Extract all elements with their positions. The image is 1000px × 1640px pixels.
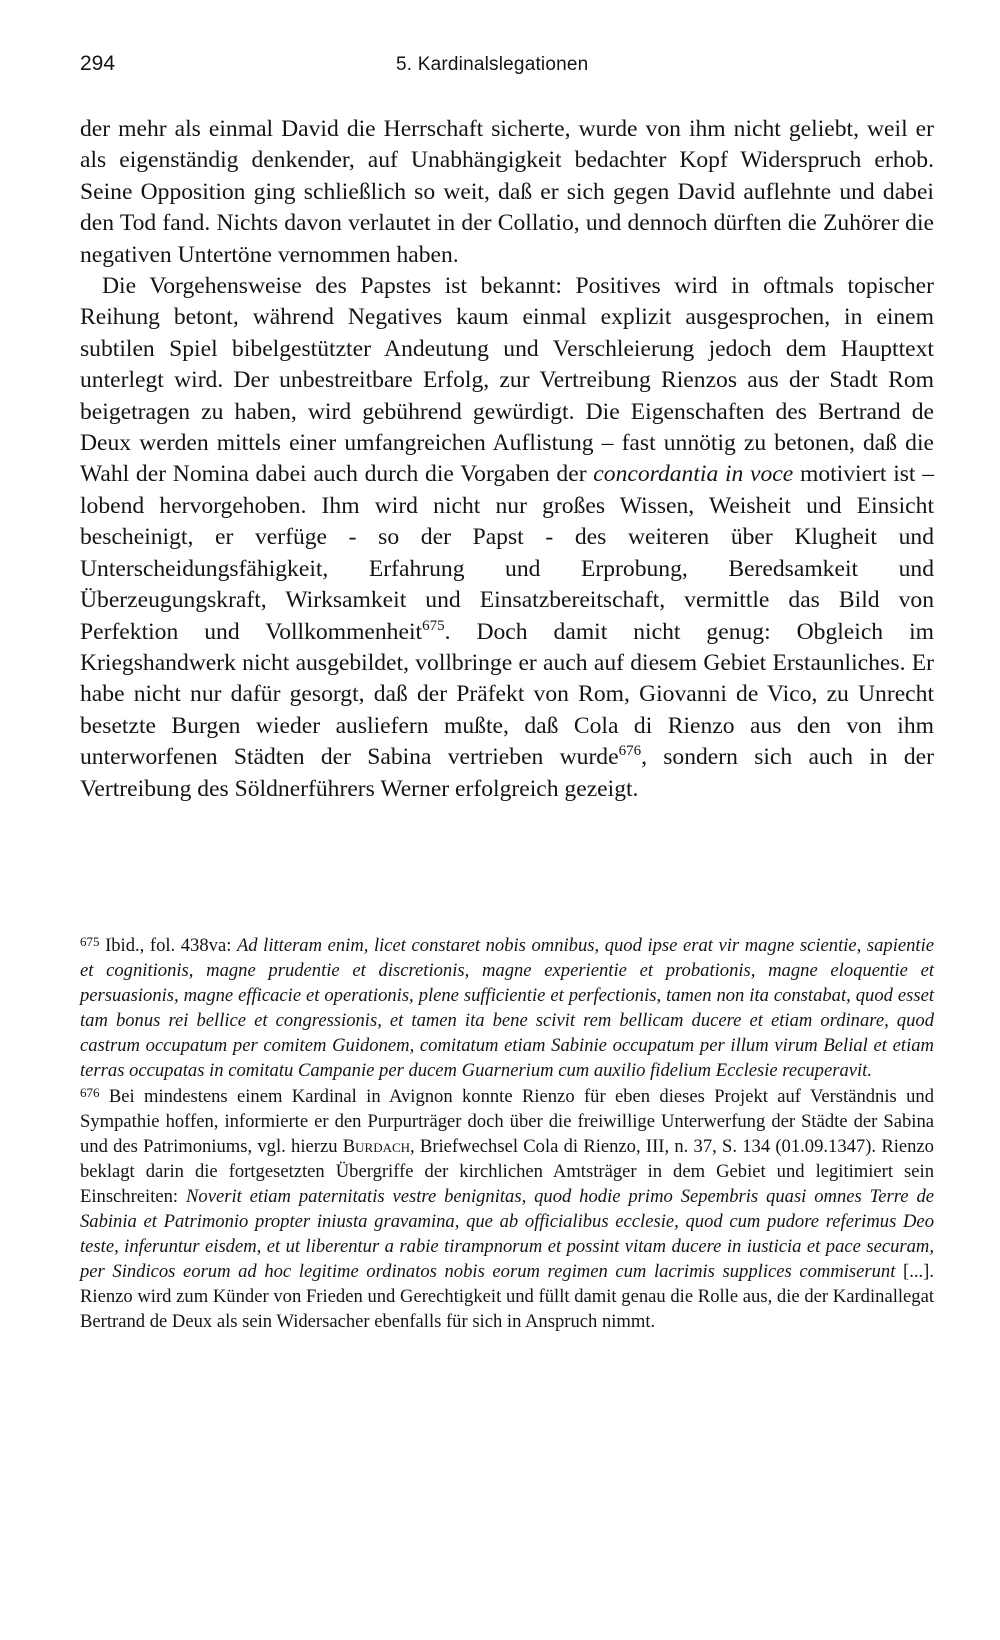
footnote-675 — [80, 933, 934, 1084]
paragraph-2 — [80, 271, 934, 805]
footnote-675-quote: Ad litteram enim, licet constaret nobis omnibus, quod ipse erat vir magne scientie, sapientie et cognitionis, magne prudentie et discretionis, magne experientie et probationis, magne eloquentie et persuasionis, magne efficacie et operationis, plene sufficientie et perfectionis, tamen non ita constabat, quod esset tam bonus rei bellice et congressionis, et tamen ita bene scivit rem bellicam ducere et etiam ordinare, quod castrum occupatum per comitem Guidonem, comitatum etiam Sabinie occupatum per illum virum Belial et etiam terras occupatas in comitatu Campanie per ducem Guarnerium cum auxilio fidelium Ecclesie recuperavit. — [80, 935, 934, 1082]
footnote-ref-675[interactable]: 675 — [422, 617, 445, 634]
paragraph-2-part-b: motiviert ist – lobend hervorgehoben. Ihm wird nicht nur großes Wissen, Weisheit und Einsicht bescheinigt, er verfüge - so der Papst - des weiteren über Klugheit und Unterscheidungsfähigkeit, Erfahrung und Erprobung, Beredsamkeit und Überzeugungskraft, Wirksamkeit und Einsatzbereitschaft, vermittle das Bild von Perfektion und Vollkommenheit — [80, 461, 935, 645]
page-header — [0, 52, 1000, 92]
page-number: 294 — [80, 52, 116, 75]
paragraph-2-part-c: . Doch damit nicht genug: Obgleich im Kriegshandwerk nicht ausgebildet, vollbringe er auch auf diesem Gebiet Erstaunliches. Er habe nicht nur dafür gesorgt, daß der Präfekt von Rom, Giovanni de Vico, zu Unrecht besetzte Burgen wieder ausliefern mußte, daß Cola di Rienzo aus den von ihm unterworfenen Städten der Sabina vertrieben wurde — [80, 618, 934, 771]
paragraph-2-part-a: Die Vorgehensweise des Papstes ist bekannt: Positives wird in oftmals topischer Reihung betont, während Negatives kaum einmal explizit ausgesprochen, in einem subtilen Spiel bibelgestützter Andeutung und Verschleierung jedoch dem Haupttext unterlegt wird. Der unbestreitbare Erfolg, zur Vertreibung Rienzos aus der Stadt Rom beigetragen zu haben, wird gebührend gewürdigt. Die Eigenschaften des Bertrand de Deux werden mittels einer umfangreichen Auflistung – fast unnötig zu betonen, daß die Wahl der Nomina dabei auch durch die Vorgaben der — [80, 273, 934, 488]
paragraph-2-part-d: , sondern sich auch in der Vertreibung des Söldnerführers Werner erfolgreich gezeigt. — [80, 744, 934, 802]
running-head: 5. Kardinalslegationen — [396, 54, 589, 75]
footnote-676-author: Burdach — [342, 1135, 411, 1157]
footnote-number: 676 — [80, 1084, 100, 1100]
footnote-676-quote: Noverit etiam paternitatis vestre benignitas, quod hodie primo Sepembris quasi omnes Terre de Sabinia et Patrimonio propter iniusta gravamina, que ab officialibus ecclesie, quod cum pudore referimus Deo teste, inferuntur eisdem, et ut liberentur a rabie tirampnorum et possint vitam ducere in iusticia et pace securam, per Sindicos eorum ad hoc legitime ordinatos nobis eorum regimen cum lacrimis supplices commiserunt — [80, 1185, 934, 1283]
footnote-675-lead: Ibid., fol. 438va: — [99, 935, 237, 956]
paragraph-1: der mehr als einmal David die Herrschaft sicherte, wurde von ihm nicht geliebt, weil er als eigenständig denkender, auf Unabhängigkeit bedachter Kopf Widerspruch erhob. Seine Opposition ging schließlich so weit, daß er sich gegen David auflehnte und dabei den Tod fand. Nichts davon verlautet in der Collatio, und dennoch dürften die Zuhörer die negativen Untertöne vernommen haben. — [80, 116, 934, 268]
footnote-676-text-a: Bei mindestens einem Kardinal in Avignon konnte Rienzo für eben dieses Projekt auf Verständnis und Sympathie hoffen, informierte er den Purpurträger doch über die freiwillige Unterwerfung der Städte der Sabina und des Patrimoniums, vgl. hierzu — [80, 1085, 934, 1157]
footnote-ref-676[interactable]: 676 — [618, 743, 642, 760]
footnote-number: 675 — [80, 934, 100, 949]
footnote-676 — [80, 1084, 934, 1335]
footnote-676-text-c: [...]. Rienzo wird zum Künder von Frieden und Gerechtigkeit und füllt damit genau die Rolle aus, die der Kardinallegat Bertrand de Deux als sein Widersacher ebenfalls für sich in Anspruch nimmt. — [80, 1261, 934, 1333]
italic-term: concordantia in voce — [593, 461, 794, 488]
footnotes — [80, 933, 934, 1335]
main-text — [80, 114, 934, 805]
footnote-676-text-b: , Briefwechsel Cola di Rienzo, III, n. 37, S. 134 (01.09.1347). Rienzo beklagt darin die fortgesetzten Übergriffe der kirchlichen Amtsträger in dem Gebiet und legitimiert sein Einschreiten: — [80, 1135, 934, 1207]
